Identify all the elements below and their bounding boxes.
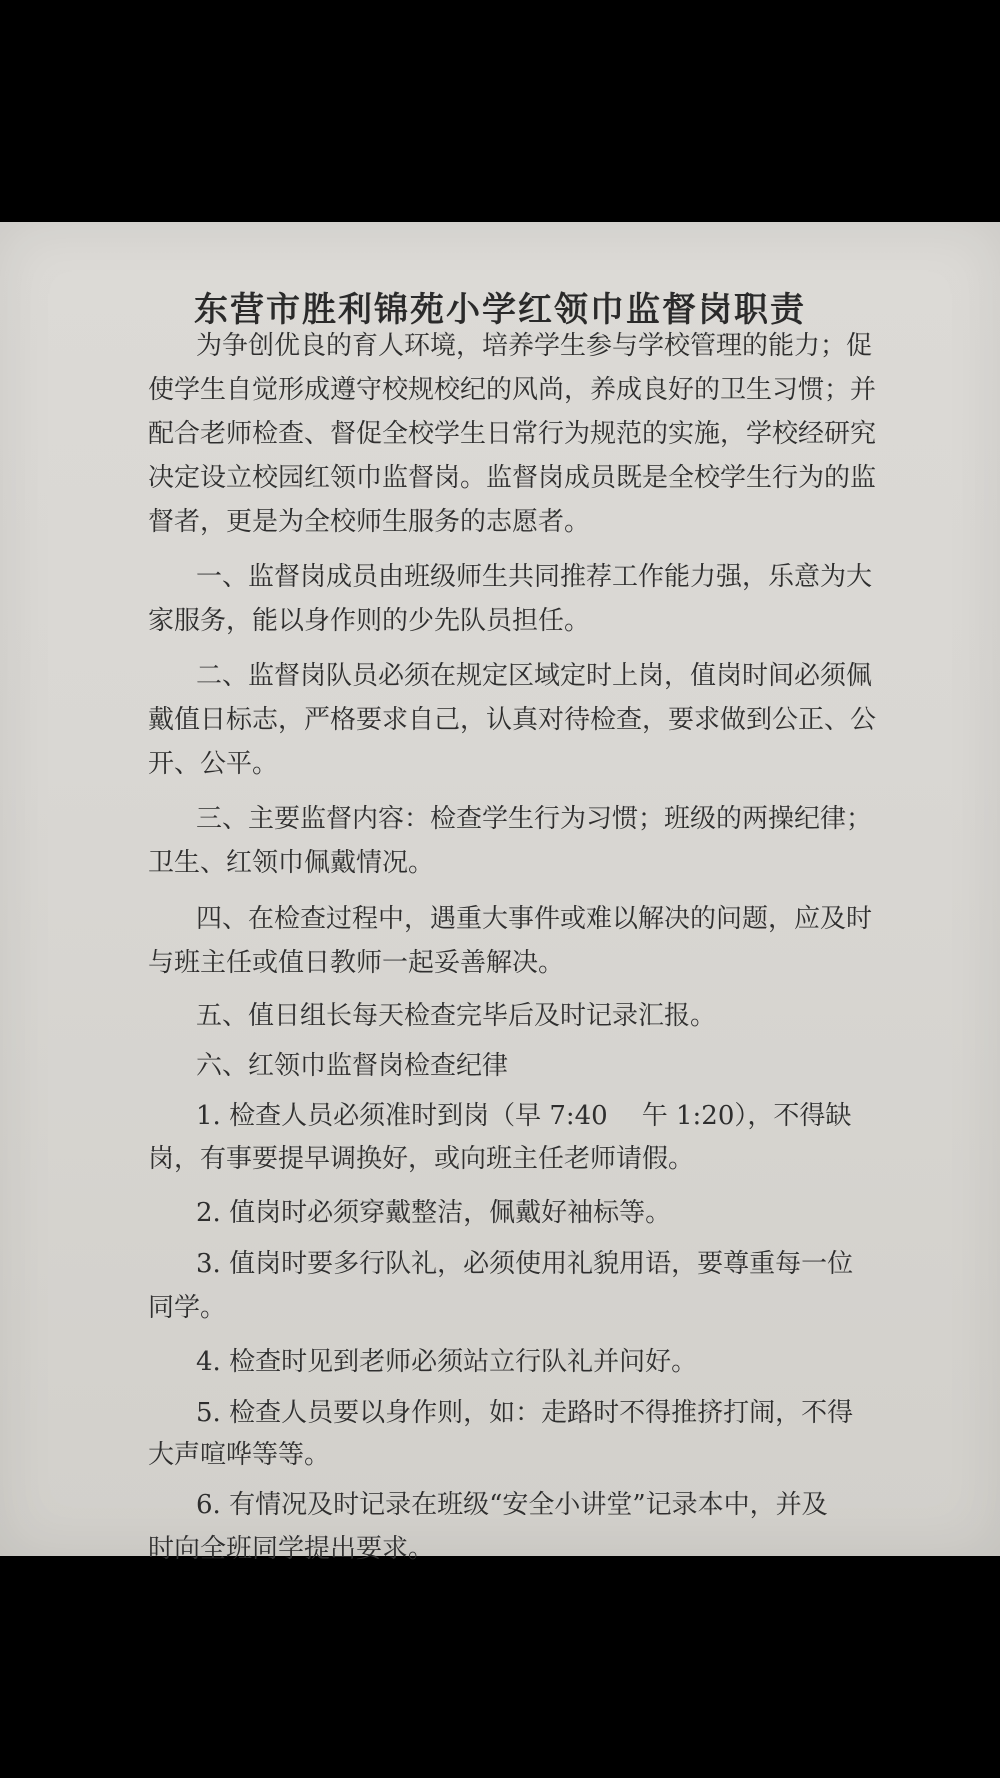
paragraph-line: 二、监督岗队员必须在规定区域定时上岗，值岗时间必须佩 [196, 661, 873, 691]
paragraph-line: 家服务，能以身作则的少先队员担任。 [148, 606, 591, 636]
paragraph-line [196, 1103, 851, 1129]
document-title: 东营市胜利锦苑小学红领巾监督岗职责 [194, 290, 806, 330]
paragraph-line: 五、值日组长每天检查完毕后及时记录汇报。 [196, 1001, 717, 1031]
paragraph-line: 一、监督岗成员由班级师生共同推荐工作能力强，乐意为大 [196, 562, 873, 592]
paragraph-line: 督者，更是为全校师生服务的志愿者。 [148, 507, 591, 537]
paragraph-line: 6. 有情况及时记录在班级“安全小讲堂”记录本中，并及 [196, 1490, 828, 1520]
document-page [0, 222, 1000, 1564]
section-heading: 六、红领巾监督岗检查纪律 [196, 1051, 509, 1081]
paragraph-line: 时向全班同学提出要求。 [148, 1534, 435, 1564]
paragraph-line: 大声喧哗等等。 [148, 1440, 331, 1470]
paragraph-line: 戴值日标志，严格要求自己，认真对待检查，要求做到公正、公 [148, 705, 877, 735]
paragraph-line: 同学。 [148, 1293, 227, 1323]
paragraph-line: 岗，有事要提早调换好，或向班主任老师请假。 [148, 1144, 695, 1174]
paragraph-line: 2. 值岗时必须穿戴整洁，佩戴好袖标等。 [196, 1198, 672, 1228]
paragraph-line: 5. 检查人员要以身作则，如：走路时不得推挤打闹，不得 [196, 1398, 854, 1428]
paragraph-line: 四、在检查过程中，遇重大事件或难以解决的问题，应及时 [196, 904, 873, 934]
paragraph-line: 4. 检查时见到老师必须站立行队礼并问好。 [196, 1347, 698, 1377]
paragraph-line: 配合老师检查、督促全校学生日常行为规范的实施，学校经研究 [148, 419, 877, 449]
paragraph-line: 使学生自觉形成遵守校规校纪的风尚，养成良好的卫生习惯；并 [148, 375, 877, 405]
line-segment: 午 1:20），不得缺 [641, 1101, 852, 1131]
paragraph-line: 与班主任或值日教师一起妥善解决。 [148, 948, 565, 978]
paragraph-line: 3. 值岗时要多行队礼，必须使用礼貌用语，要尊重每一位 [196, 1249, 854, 1279]
paragraph-line: 卫生、红领巾佩戴情况。 [148, 848, 435, 878]
paragraph-line: 决定设立校园红领巾监督岗。监督岗成员既是全校学生行为的监 [148, 463, 877, 493]
paragraph-line: 三、主要监督内容：检查学生行为习惯；班级的两操纪律； [196, 804, 873, 834]
line-segment: 1. 检查人员必须准时到岗（早 7:40 [196, 1101, 608, 1131]
paragraph-line: 为争创优良的育人环境，培养学生参与学校管理的能力；促 [196, 331, 873, 361]
paragraph-line: 开、公平。 [148, 749, 279, 779]
